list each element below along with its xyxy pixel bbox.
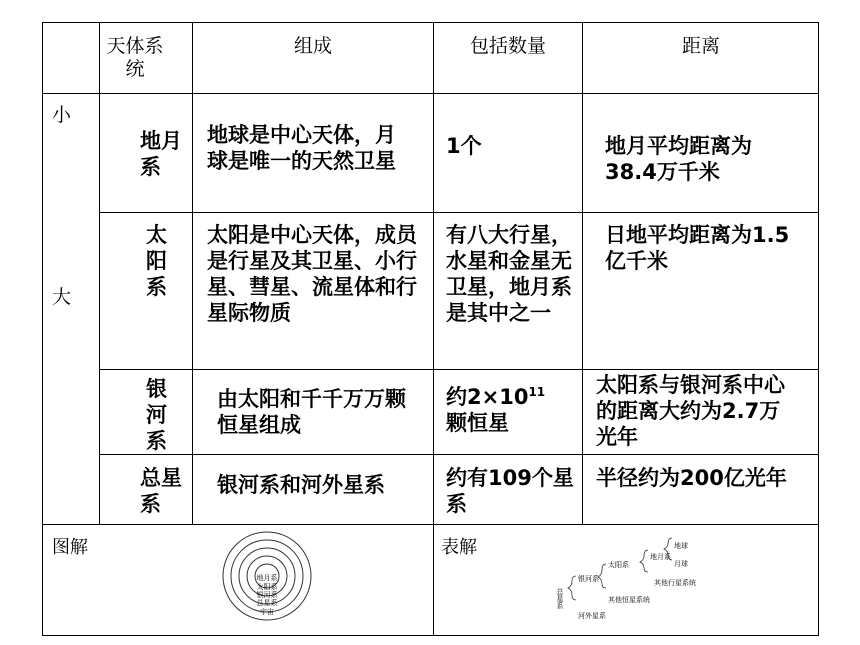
tree-node: 河外星系 bbox=[578, 612, 606, 620]
table-row-distance: 日地平均距离为1.5亿千米 bbox=[605, 223, 790, 273]
table-row-count: 1个 bbox=[446, 134, 482, 158]
size-small-label: 小 bbox=[52, 104, 72, 126]
header-composition: 组成 bbox=[293, 35, 332, 57]
circle-label: 总星系 bbox=[256, 599, 278, 607]
count-prefix: 约2×10 bbox=[446, 385, 529, 409]
table-border-left bbox=[42, 22, 43, 636]
table-border-right bbox=[818, 22, 819, 636]
table-row-distance: 地月平均距离为38.4万千米 bbox=[605, 134, 752, 184]
row-divider bbox=[99, 369, 819, 370]
concentric-circles-diagram bbox=[222, 528, 312, 624]
table-row-count bbox=[446, 384, 581, 436]
row-divider bbox=[99, 212, 819, 213]
table-row-composition: 银河系和河外星系 bbox=[217, 473, 385, 497]
tree-node: 银河系 bbox=[578, 575, 599, 583]
table-row-composition: 地球是中心天体，月球是唯一的天然卫星 bbox=[207, 123, 396, 173]
size-big-label: 大 bbox=[52, 286, 72, 308]
header-count: 包括数量 bbox=[469, 35, 546, 57]
table-row-count: 有八大行星，水星和金星无卫星，地月系是其中之一 bbox=[446, 223, 572, 325]
tree-node: 其他行星系统 bbox=[654, 579, 696, 587]
circle-label: 宇宙 bbox=[260, 608, 274, 616]
tree-node: 地球 bbox=[674, 542, 688, 550]
tree-title: 表解 bbox=[441, 537, 477, 558]
table-row-name: 太阳系 bbox=[146, 223, 167, 299]
diagram-title: 图解 bbox=[52, 537, 88, 558]
tree-root: 总星系 bbox=[556, 588, 564, 609]
table-row-name: 地月系 bbox=[140, 129, 182, 179]
table-row-distance: 太阳系与银河系中心的距离大约为2.7万光年 bbox=[596, 373, 785, 449]
col-divider bbox=[99, 22, 100, 524]
header-distance: 距离 bbox=[681, 35, 720, 57]
col-divider bbox=[582, 22, 583, 524]
circle-label: 地月系 bbox=[256, 574, 278, 582]
table-row-name: 银河系 bbox=[146, 377, 167, 453]
col-divider bbox=[433, 22, 434, 636]
count-exponent: 11 bbox=[528, 385, 546, 399]
col-divider bbox=[192, 22, 193, 524]
tree-node: 其他恒星系统 bbox=[608, 596, 650, 604]
circle-label: 银河系 bbox=[256, 591, 278, 599]
header-divider bbox=[42, 93, 819, 94]
count-suffix: 颗恒星 bbox=[446, 411, 509, 435]
table-border-top bbox=[42, 22, 819, 23]
table-row-distance: 半径约为200亿光年 bbox=[596, 466, 787, 490]
hierarchy-tree-diagram bbox=[556, 536, 740, 622]
circle-label: 太阳系 bbox=[256, 583, 278, 591]
table-row-composition: 太阳是中心天体，成员是行星及其卫星、小行星、彗星、流星体和行星际物质 bbox=[207, 223, 417, 325]
table-row-name: 总星系 bbox=[140, 466, 182, 516]
header-system: 天体系统 bbox=[106, 35, 164, 80]
table-row-count: 约有109个星系 bbox=[446, 466, 574, 516]
footer-divider bbox=[42, 524, 819, 525]
tree-node: 地月系 bbox=[650, 553, 671, 561]
table-border-bottom bbox=[42, 635, 819, 636]
tree-node: 月球 bbox=[674, 560, 688, 568]
tree-node: 太阳系 bbox=[608, 561, 629, 569]
table-row-composition: 由太阳和千千万万颗恒星组成 bbox=[217, 387, 406, 437]
row-divider bbox=[99, 454, 819, 455]
